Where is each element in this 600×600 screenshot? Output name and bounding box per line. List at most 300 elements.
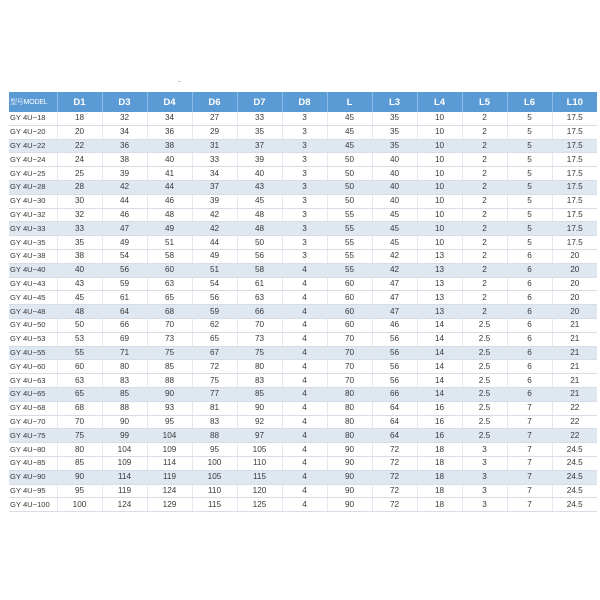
value-cell: 64 xyxy=(372,401,417,415)
value-cell: 2 xyxy=(462,180,507,194)
value-cell: 18 xyxy=(417,470,462,484)
value-cell: 80 xyxy=(57,443,102,457)
value-cell: 125 xyxy=(237,498,282,512)
value-cell: 110 xyxy=(237,456,282,470)
value-cell: 85 xyxy=(102,387,147,401)
value-cell: 72 xyxy=(372,470,417,484)
value-cell: 100 xyxy=(57,498,102,512)
value-cell: 49 xyxy=(192,249,237,263)
value-cell: 2 xyxy=(462,208,507,222)
value-cell: 46 xyxy=(372,318,417,332)
value-cell: 5 xyxy=(507,112,552,125)
model-cell: GY 4U−85 xyxy=(9,456,57,470)
value-cell: 80 xyxy=(327,401,372,415)
value-cell: 22 xyxy=(552,415,597,429)
value-cell: 39 xyxy=(102,167,147,181)
model-cell: GY 4U−35 xyxy=(9,236,57,250)
table-row xyxy=(9,443,597,457)
model-cell: GY 4U−65 xyxy=(9,387,57,401)
value-cell: 72 xyxy=(372,456,417,470)
value-cell: 17.5 xyxy=(552,236,597,250)
model-cell: GY 4U−80 xyxy=(9,443,57,457)
value-cell: 34 xyxy=(192,167,237,181)
value-cell: 2.5 xyxy=(462,374,507,388)
value-cell: 50 xyxy=(57,318,102,332)
value-cell: 3 xyxy=(462,484,507,498)
table-row xyxy=(9,456,597,470)
value-cell: 10 xyxy=(417,236,462,250)
value-cell: 2 xyxy=(462,112,507,125)
value-cell: 88 xyxy=(192,429,237,443)
value-cell: 2 xyxy=(462,263,507,277)
value-cell: 40 xyxy=(147,153,192,167)
value-cell: 13 xyxy=(417,277,462,291)
value-cell: 65 xyxy=(57,387,102,401)
value-cell: 20 xyxy=(57,125,102,139)
table-row xyxy=(9,470,597,484)
value-cell: 119 xyxy=(147,470,192,484)
value-cell: 46 xyxy=(102,208,147,222)
value-cell: 60 xyxy=(327,277,372,291)
value-cell: 14 xyxy=(417,332,462,346)
value-cell: 55 xyxy=(57,346,102,360)
value-cell: 5 xyxy=(507,236,552,250)
value-cell: 88 xyxy=(102,401,147,415)
value-cell: 61 xyxy=(102,291,147,305)
table-row xyxy=(9,387,597,401)
value-cell: 17.5 xyxy=(552,194,597,208)
value-cell: 40 xyxy=(237,167,282,181)
value-cell: 93 xyxy=(147,401,192,415)
value-cell: 45 xyxy=(327,125,372,139)
value-cell: 100 xyxy=(192,456,237,470)
value-cell: 60 xyxy=(327,318,372,332)
value-cell: 58 xyxy=(147,249,192,263)
value-cell: 104 xyxy=(102,443,147,457)
value-cell: 21 xyxy=(552,374,597,388)
value-cell: 5 xyxy=(507,208,552,222)
value-cell: 83 xyxy=(192,415,237,429)
value-cell: 55 xyxy=(327,208,372,222)
table-row xyxy=(9,484,597,498)
value-cell: 16 xyxy=(417,401,462,415)
value-cell: 64 xyxy=(102,305,147,319)
value-cell: 70 xyxy=(237,318,282,332)
value-cell: 30 xyxy=(57,194,102,208)
value-cell: 40 xyxy=(372,167,417,181)
value-cell: 72 xyxy=(372,443,417,457)
header-row xyxy=(9,92,597,112)
value-cell: 10 xyxy=(417,180,462,194)
value-cell: 7 xyxy=(507,401,552,415)
model-cell: GY 4U−63 xyxy=(9,374,57,388)
table-row xyxy=(9,222,597,236)
value-cell: 10 xyxy=(417,125,462,139)
value-cell: 80 xyxy=(327,429,372,443)
value-cell: 40 xyxy=(57,263,102,277)
value-cell: 3 xyxy=(462,443,507,457)
value-cell: 3 xyxy=(462,498,507,512)
value-cell: 80 xyxy=(327,387,372,401)
value-cell: 2.5 xyxy=(462,415,507,429)
value-cell: 119 xyxy=(102,484,147,498)
value-cell: 20 xyxy=(552,263,597,277)
value-cell: 69 xyxy=(102,332,147,346)
value-cell: 35 xyxy=(372,139,417,153)
value-cell: 10 xyxy=(417,222,462,236)
value-cell: 65 xyxy=(147,291,192,305)
table-row xyxy=(9,291,597,305)
value-cell: 47 xyxy=(102,222,147,236)
model-cell: GY 4U−53 xyxy=(9,332,57,346)
header-l: L xyxy=(327,92,372,112)
table-row xyxy=(9,498,597,512)
value-cell: 124 xyxy=(102,498,147,512)
value-cell: 4 xyxy=(282,415,327,429)
value-cell: 49 xyxy=(147,222,192,236)
value-cell: 66 xyxy=(102,318,147,332)
value-cell: 2 xyxy=(462,167,507,181)
value-cell: 65 xyxy=(192,332,237,346)
value-cell: 22 xyxy=(57,139,102,153)
value-cell: 33 xyxy=(192,153,237,167)
value-cell: 105 xyxy=(192,470,237,484)
value-cell: 45 xyxy=(372,236,417,250)
table-row xyxy=(9,139,597,153)
value-cell: 2.5 xyxy=(462,346,507,360)
value-cell: 5 xyxy=(507,153,552,167)
value-cell: 4 xyxy=(282,374,327,388)
value-cell: 4 xyxy=(282,498,327,512)
value-cell: 10 xyxy=(417,139,462,153)
value-cell: 85 xyxy=(237,387,282,401)
value-cell: 5 xyxy=(507,222,552,236)
value-cell: 37 xyxy=(237,139,282,153)
value-cell: 60 xyxy=(327,305,372,319)
value-cell: 6 xyxy=(507,249,552,263)
model-cell: GY 4U−95 xyxy=(9,484,57,498)
value-cell: 3 xyxy=(282,249,327,263)
value-cell: 4 xyxy=(282,277,327,291)
value-cell: 2 xyxy=(462,194,507,208)
value-cell: 24.5 xyxy=(552,443,597,457)
table-row xyxy=(9,180,597,194)
value-cell: 2 xyxy=(462,305,507,319)
value-cell: 36 xyxy=(102,139,147,153)
table-row xyxy=(9,429,597,443)
value-cell: 42 xyxy=(192,208,237,222)
value-cell: 48 xyxy=(237,208,282,222)
value-cell: 70 xyxy=(327,332,372,346)
value-cell: 24.5 xyxy=(552,470,597,484)
value-cell: 17.5 xyxy=(552,180,597,194)
value-cell: 90 xyxy=(327,484,372,498)
model-cell: GY 4U−90 xyxy=(9,470,57,484)
value-cell: 88 xyxy=(147,374,192,388)
value-cell: 45 xyxy=(327,139,372,153)
model-cell: GY 4U−28 xyxy=(9,180,57,194)
value-cell: 115 xyxy=(237,470,282,484)
model-cell: GY 4U−60 xyxy=(9,360,57,374)
value-cell: 4 xyxy=(282,346,327,360)
value-cell: 37 xyxy=(192,180,237,194)
value-cell: 72 xyxy=(372,484,417,498)
value-cell: 95 xyxy=(192,443,237,457)
value-cell: 45 xyxy=(237,194,282,208)
header-l5: L5 xyxy=(462,92,507,112)
spec-table xyxy=(9,92,597,512)
table-row xyxy=(9,401,597,415)
value-cell: 3 xyxy=(282,194,327,208)
model-cell: GY 4U−40 xyxy=(9,263,57,277)
value-cell: 50 xyxy=(327,194,372,208)
value-cell: 72 xyxy=(192,360,237,374)
model-cell: GY 4U−18 xyxy=(9,112,57,125)
value-cell: 83 xyxy=(237,374,282,388)
value-cell: 73 xyxy=(237,332,282,346)
value-cell: 59 xyxy=(192,305,237,319)
value-cell: 60 xyxy=(57,360,102,374)
table-row xyxy=(9,305,597,319)
value-cell: 17.5 xyxy=(552,112,597,125)
table-row xyxy=(9,263,597,277)
value-cell: 14 xyxy=(417,374,462,388)
value-cell: 3 xyxy=(282,222,327,236)
value-cell: 32 xyxy=(57,208,102,222)
value-cell: 68 xyxy=(57,401,102,415)
value-cell: 28 xyxy=(57,180,102,194)
value-cell: 2 xyxy=(462,277,507,291)
value-cell: 70 xyxy=(57,415,102,429)
value-cell: 13 xyxy=(417,263,462,277)
value-cell: 63 xyxy=(237,291,282,305)
model-cell: GY 4U−43 xyxy=(9,277,57,291)
value-cell: 17.5 xyxy=(552,222,597,236)
value-cell: 6 xyxy=(507,332,552,346)
value-cell: 35 xyxy=(372,112,417,125)
value-cell: 83 xyxy=(102,374,147,388)
value-cell: 61 xyxy=(237,277,282,291)
value-cell: 2.5 xyxy=(462,401,507,415)
value-cell: 44 xyxy=(192,236,237,250)
value-cell: 90 xyxy=(147,387,192,401)
value-cell: 2.5 xyxy=(462,360,507,374)
value-cell: 5 xyxy=(507,180,552,194)
value-cell: 4 xyxy=(282,429,327,443)
value-cell: 18 xyxy=(417,498,462,512)
value-cell: 42 xyxy=(372,263,417,277)
value-cell: 114 xyxy=(147,456,192,470)
value-cell: 10 xyxy=(417,167,462,181)
value-cell: 4 xyxy=(282,291,327,305)
table-row xyxy=(9,346,597,360)
header-d8: D8 xyxy=(282,92,327,112)
value-cell: 35 xyxy=(57,236,102,250)
value-cell: 17.5 xyxy=(552,167,597,181)
value-cell: 42 xyxy=(102,180,147,194)
value-cell: 56 xyxy=(372,360,417,374)
value-cell: 70 xyxy=(327,374,372,388)
value-cell: 40 xyxy=(372,194,417,208)
value-cell: 18 xyxy=(417,484,462,498)
value-cell: 35 xyxy=(237,125,282,139)
value-cell: 5 xyxy=(507,125,552,139)
value-cell: 6 xyxy=(507,318,552,332)
value-cell: 40 xyxy=(372,153,417,167)
value-cell: 31 xyxy=(192,139,237,153)
value-cell: 66 xyxy=(237,305,282,319)
value-cell: 21 xyxy=(552,318,597,332)
value-cell: 38 xyxy=(102,153,147,167)
value-cell: 14 xyxy=(417,318,462,332)
value-cell: 3 xyxy=(462,456,507,470)
value-cell: 56 xyxy=(192,291,237,305)
value-cell: 2 xyxy=(462,153,507,167)
value-cell: 56 xyxy=(372,374,417,388)
value-cell: 53 xyxy=(57,332,102,346)
value-cell: 60 xyxy=(327,291,372,305)
value-cell: 14 xyxy=(417,346,462,360)
value-cell: 48 xyxy=(237,222,282,236)
value-cell: 80 xyxy=(237,360,282,374)
table-row xyxy=(9,194,597,208)
value-cell: 75 xyxy=(237,346,282,360)
model-cell: GY 4U−55 xyxy=(9,346,57,360)
value-cell: 10 xyxy=(417,153,462,167)
value-cell: 50 xyxy=(237,236,282,250)
value-cell: 24.5 xyxy=(552,484,597,498)
table-row xyxy=(9,236,597,250)
value-cell: 34 xyxy=(147,112,192,125)
value-cell: 120 xyxy=(237,484,282,498)
value-cell: 6 xyxy=(507,305,552,319)
value-cell: 64 xyxy=(372,429,417,443)
value-cell: 62 xyxy=(192,318,237,332)
value-cell: 45 xyxy=(57,291,102,305)
value-cell: 39 xyxy=(237,153,282,167)
model-cell: GY 4U−100 xyxy=(9,498,57,512)
table-row xyxy=(9,125,597,139)
value-cell: 18 xyxy=(57,112,102,125)
value-cell: 5 xyxy=(507,194,552,208)
table-body xyxy=(9,112,597,512)
value-cell: 90 xyxy=(327,498,372,512)
value-cell: 20 xyxy=(552,305,597,319)
value-cell: 77 xyxy=(192,387,237,401)
value-cell: 90 xyxy=(327,456,372,470)
model-cell: GY 4U−75 xyxy=(9,429,57,443)
value-cell: 54 xyxy=(102,249,147,263)
value-cell: 4 xyxy=(282,387,327,401)
value-cell: 64 xyxy=(372,415,417,429)
value-cell: 24.5 xyxy=(552,498,597,512)
value-cell: 44 xyxy=(147,180,192,194)
value-cell: 63 xyxy=(147,277,192,291)
table-row xyxy=(9,318,597,332)
value-cell: 4 xyxy=(282,484,327,498)
value-cell: 38 xyxy=(57,249,102,263)
value-cell: 18 xyxy=(417,456,462,470)
value-cell: 80 xyxy=(102,360,147,374)
model-cell: GY 4U−25 xyxy=(9,167,57,181)
value-cell: 6 xyxy=(507,360,552,374)
value-cell: 2.5 xyxy=(462,332,507,346)
value-cell: 51 xyxy=(192,263,237,277)
value-cell: 104 xyxy=(147,429,192,443)
value-cell: 4 xyxy=(282,443,327,457)
value-cell: 80 xyxy=(327,415,372,429)
value-cell: 56 xyxy=(237,249,282,263)
value-cell: 46 xyxy=(147,194,192,208)
model-cell: GY 4U−68 xyxy=(9,401,57,415)
value-cell: 3 xyxy=(282,236,327,250)
value-cell: 7 xyxy=(507,484,552,498)
value-cell: 35 xyxy=(372,125,417,139)
value-cell: 10 xyxy=(417,112,462,125)
value-cell: 10 xyxy=(417,208,462,222)
value-cell: 14 xyxy=(417,387,462,401)
value-cell: 33 xyxy=(57,222,102,236)
value-cell: 2.5 xyxy=(462,387,507,401)
value-cell: 56 xyxy=(372,332,417,346)
header-model: 型号MODEL xyxy=(9,92,57,112)
value-cell: 56 xyxy=(102,263,147,277)
value-cell: 2.5 xyxy=(462,318,507,332)
header-l3: L3 xyxy=(372,92,417,112)
value-cell: 4 xyxy=(282,263,327,277)
value-cell: 43 xyxy=(237,180,282,194)
header-d3: D3 xyxy=(102,92,147,112)
value-cell: 5 xyxy=(507,167,552,181)
value-cell: 3 xyxy=(282,208,327,222)
value-cell: 13 xyxy=(417,249,462,263)
value-cell: 17.5 xyxy=(552,125,597,139)
value-cell: 45 xyxy=(372,222,417,236)
value-cell: 50 xyxy=(327,180,372,194)
value-cell: 27 xyxy=(192,112,237,125)
value-cell: 109 xyxy=(147,443,192,457)
value-cell: 124 xyxy=(147,484,192,498)
value-cell: 22 xyxy=(552,429,597,443)
value-cell: 90 xyxy=(102,415,147,429)
value-cell: 115 xyxy=(192,498,237,512)
table-row xyxy=(9,112,597,125)
value-cell: 47 xyxy=(372,291,417,305)
value-cell: 59 xyxy=(102,277,147,291)
value-cell: 6 xyxy=(507,374,552,388)
value-cell: 2 xyxy=(462,139,507,153)
value-cell: 22 xyxy=(552,401,597,415)
value-cell: 55 xyxy=(327,222,372,236)
value-cell: 18 xyxy=(417,443,462,457)
value-cell: 105 xyxy=(237,443,282,457)
value-cell: 70 xyxy=(327,360,372,374)
value-cell: 3 xyxy=(282,180,327,194)
value-cell: 6 xyxy=(507,263,552,277)
value-cell: 40 xyxy=(372,180,417,194)
value-cell: 3 xyxy=(282,153,327,167)
value-cell: 2 xyxy=(462,249,507,263)
value-cell: 4 xyxy=(282,332,327,346)
value-cell: 92 xyxy=(237,415,282,429)
value-cell: 90 xyxy=(237,401,282,415)
value-cell: 47 xyxy=(372,277,417,291)
value-cell: 85 xyxy=(57,456,102,470)
model-cell: GY 4U−38 xyxy=(9,249,57,263)
value-cell: 71 xyxy=(102,346,147,360)
table-row xyxy=(9,415,597,429)
value-cell: 48 xyxy=(147,208,192,222)
